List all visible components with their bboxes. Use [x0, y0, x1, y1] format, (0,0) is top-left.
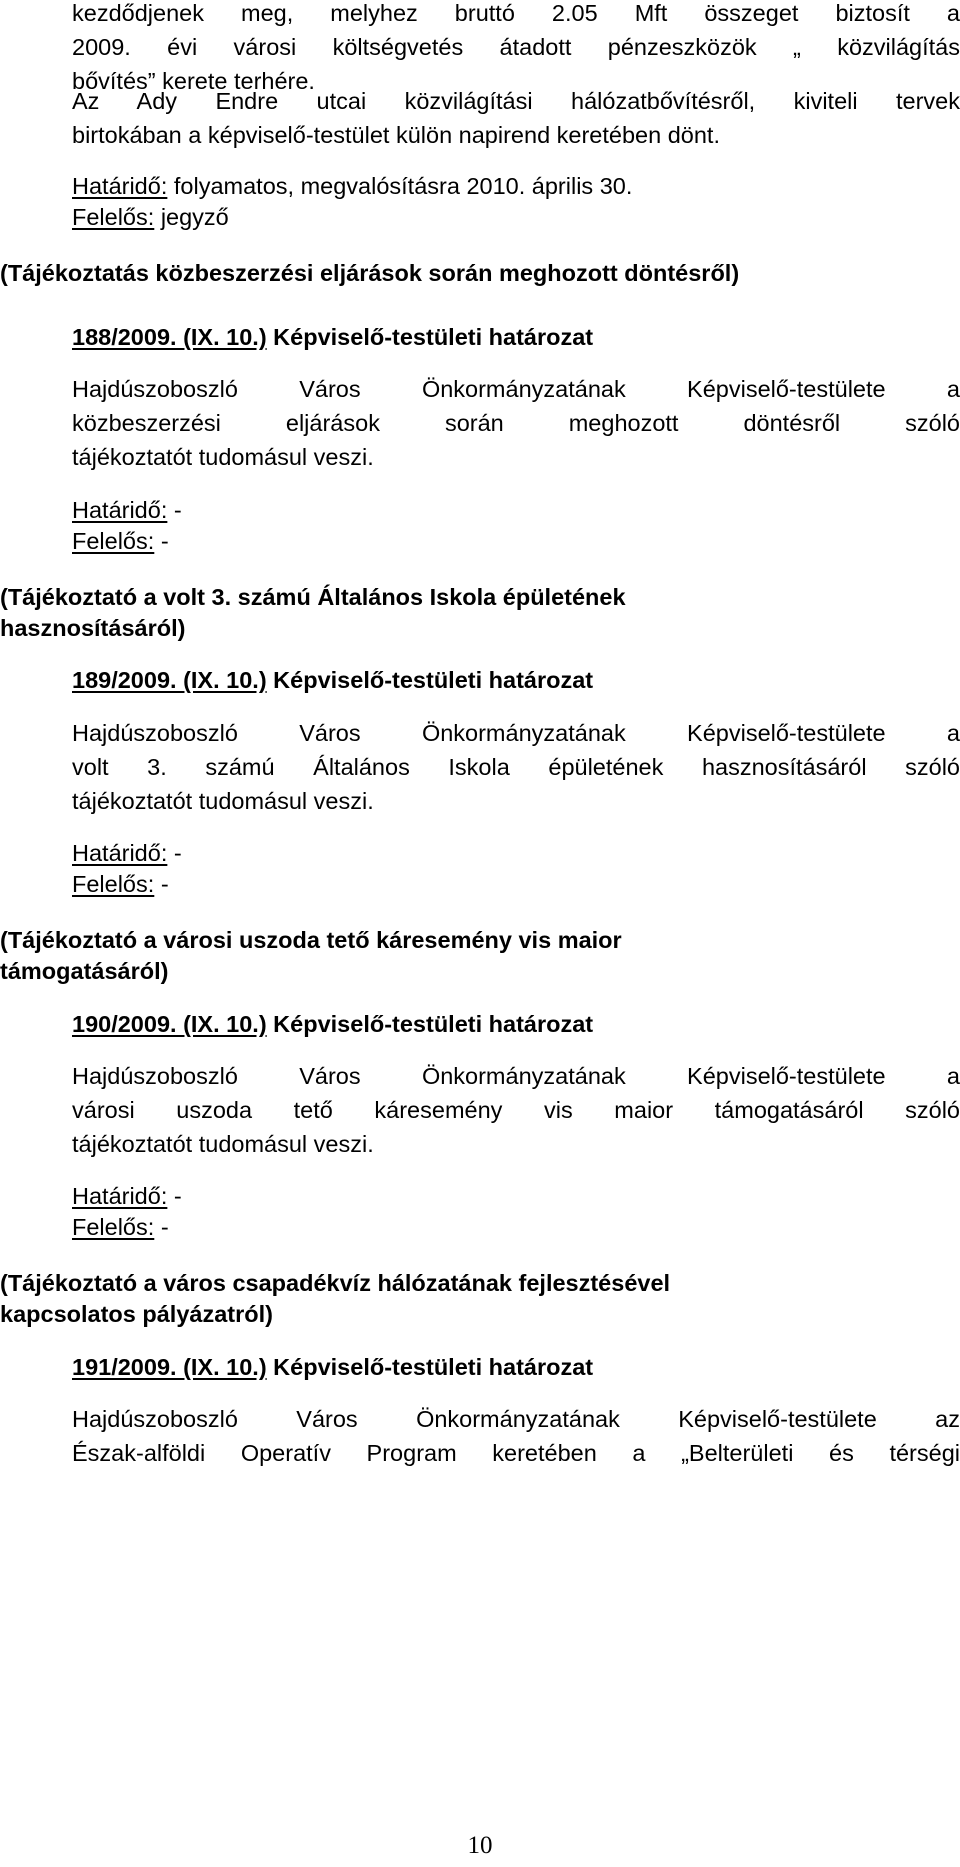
deadline-value: -: [167, 497, 182, 523]
text-line: bővítés” kerete terhére.: [72, 68, 315, 94]
text-line: 2009. évi városi költségvetés átadott pénzeszközök „ közvilágítás: [72, 34, 960, 60]
deadline-label: Határidő:: [72, 840, 168, 866]
deadline-label: Határidő:: [72, 173, 168, 199]
responsible-line: [72, 200, 229, 234]
resolution-number: 189/2009. (IX. 10.): [72, 667, 267, 693]
responsible-label: Felelős:: [72, 528, 155, 554]
resolution-title-text: Képviselő-testületi határozat: [266, 324, 594, 350]
resolution-title-text: Képviselő-testületi határozat: [266, 1011, 594, 1037]
responsible-line: [72, 1210, 169, 1244]
section-heading: (Tájékoztató a város csapadékvíz hálózatának fejlesztésével: [0, 1270, 671, 1296]
responsible-line: [72, 524, 169, 558]
text-line: birtokában a képviselő-testület külön napirend keretében dönt.: [72, 122, 720, 148]
deadline-value: -: [167, 1183, 182, 1209]
deadline-label: Határidő:: [72, 497, 168, 523]
deadline-line: [72, 836, 182, 870]
resolution-body-line: Hajdúszoboszló Város Önkormányzatának Képviselő-testülete a: [72, 376, 960, 402]
responsible-value: -: [154, 871, 169, 897]
deadline-value: -: [167, 840, 182, 866]
text-line: Az Ady Endre utcai közvilágítási hálózatbővítésről, kiviteli tervek: [72, 88, 960, 114]
resolution-number: 191/2009. (IX. 10.): [72, 1354, 267, 1380]
resolution-body-line: Hajdúszoboszló Város Önkormányzatának Képviselő-testülete a: [72, 720, 960, 746]
resolution-body-line: Észak-alföldi Operatív Program keretében a „Belterületi és térségi: [72, 1440, 960, 1466]
deadline-line: [72, 1179, 182, 1213]
resolution-title-text: Képviselő-testületi határozat: [266, 1354, 594, 1380]
deadline-line: [72, 493, 182, 527]
deadline-value: folyamatos, megvalósításra 2010. április 30.: [167, 173, 633, 199]
resolution-title-text: Képviselő-testületi határozat: [266, 667, 594, 693]
responsible-value: -: [154, 1214, 169, 1240]
responsible-label: Felelős:: [72, 1214, 155, 1240]
resolution-title: [72, 663, 593, 697]
resolution-number: 188/2009. (IX. 10.): [72, 324, 267, 350]
section-heading: kapcsolatos pályázatról): [0, 1301, 273, 1327]
section-heading: (Tájékoztatás közbeszerzési eljárások során meghozott döntésről): [0, 260, 740, 286]
resolution-body-line: közbeszerzési eljárások során meghozott döntésről szóló: [72, 410, 960, 436]
text-line: kezdődjenek meg, melyhez bruttó 2.05 Mft összeget biztosít a: [72, 0, 960, 26]
responsible-label: Felelős:: [72, 871, 155, 897]
resolution-number: 190/2009. (IX. 10.): [72, 1011, 267, 1037]
responsible-value: -: [154, 528, 169, 554]
resolution-body-line: tájékoztatót tudomásul veszi.: [72, 444, 374, 470]
resolution-title: [72, 1007, 593, 1041]
resolution-body-line: városi uszoda tető káresemény vis maior támogatásáról szóló: [72, 1097, 960, 1123]
responsible-label: Felelős:: [72, 204, 155, 230]
responsible-value: jegyző: [154, 204, 229, 230]
deadline-line: [72, 169, 632, 203]
resolution-body-line: Hajdúszoboszló Város Önkormányzatának Képviselő-testülete az: [72, 1406, 960, 1432]
deadline-label: Határidő:: [72, 1183, 168, 1209]
section-heading: támogatásáról): [0, 958, 169, 984]
page-number: 10: [467, 1832, 493, 1859]
resolution-body-line: tájékoztatót tudomásul veszi.: [72, 1131, 374, 1157]
resolution-body-line: tájékoztatót tudomásul veszi.: [72, 788, 374, 814]
section-heading: (Tájékoztató a városi uszoda tető káresemény vis maior: [0, 927, 622, 953]
resolution-body-line: Hajdúszoboszló Város Önkormányzatának Képviselő-testülete a: [72, 1063, 960, 1089]
resolution-title: [72, 320, 593, 354]
responsible-line: [72, 867, 169, 901]
section-heading: (Tájékoztató a volt 3. számú Általános Iskola épületének: [0, 584, 626, 610]
resolution-body-line: volt 3. számú Általános Iskola épületének hasznosításáról szóló: [72, 754, 960, 780]
resolution-title: [72, 1350, 593, 1384]
section-heading: hasznosításáról): [0, 615, 186, 641]
